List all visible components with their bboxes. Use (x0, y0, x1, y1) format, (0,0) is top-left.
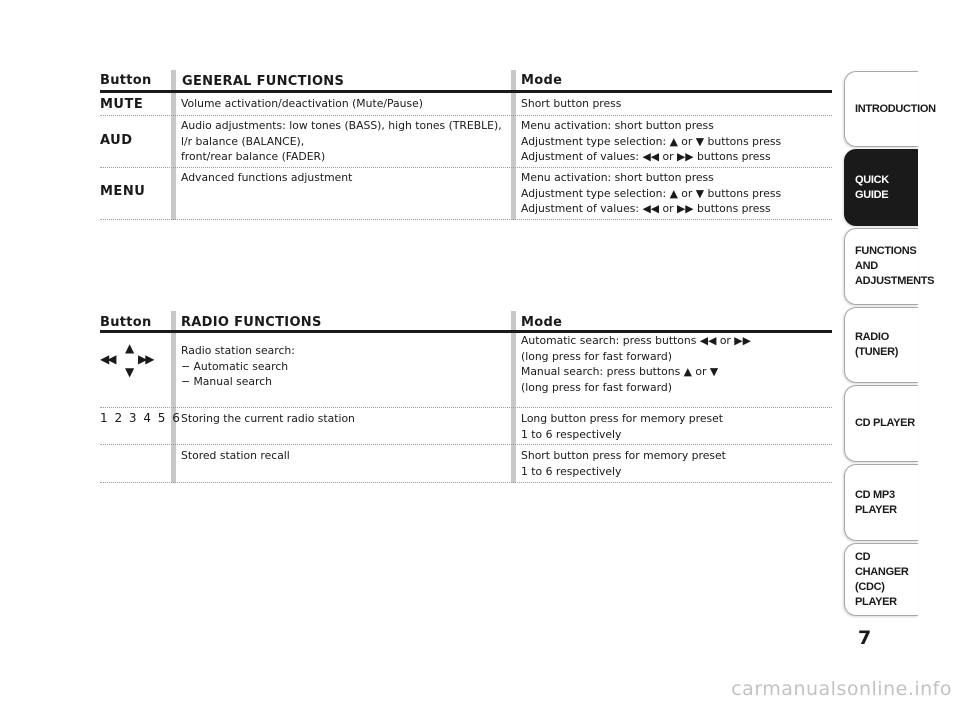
radio-functions-column-bar (171, 311, 176, 483)
row-divider (100, 219, 832, 220)
row-divider (100, 482, 832, 483)
menu-function-text: Advanced functions adjustment (181, 171, 353, 184)
tab-functions-and-adjustments[interactable]: FUNCTIONS AND ADJUSTMENTS (844, 228, 918, 305)
recall-mode-text: Short button press for memory preset 1 to 6 respectively (521, 449, 726, 478)
recall-function-text: Stored station recall (181, 449, 290, 462)
radio-col-button-header: Button (100, 315, 152, 330)
storing-function-text: Storing the current radio station (181, 412, 355, 425)
forward-arrow-icon: ▶▶ (138, 352, 153, 366)
menu-button-label: MENU (100, 184, 146, 199)
aud-button-label: AUD (100, 133, 133, 148)
down-arrow-icon: ▼ (125, 365, 135, 379)
aud-mode-text: Menu activation: short button press Adjustment type selection: ▲ or ▼ buttons press Adjustment of values: ◀◀ or ▶▶ buttons press (521, 119, 782, 163)
tab-radio-tuner[interactable]: RADIO (TUNER) (844, 307, 918, 383)
tab-cd-player[interactable]: CD PLAYER (844, 385, 918, 462)
menu-mode-text: Menu activation: short button press Adjustment type selection: ▲ or ▼ buttons press Adjustment of values: ◀◀ or ▶▶ buttons press (521, 171, 782, 215)
watermark: carmanualsonline.info (731, 678, 952, 700)
mute-function-text: Volume activation/deactivation (Mute/Pause) (181, 97, 423, 110)
row-divider (100, 407, 832, 408)
radio-search-mode-text: Automatic search: press buttons ◀◀ or ▶▶ (long press for fast forward) Manual search: press buttons ▲ or ▼ (long press for fast forward) (521, 334, 751, 394)
tab-cd-mp3-player[interactable]: CD MP3 PLAYER (844, 464, 918, 541)
row-divider (100, 115, 832, 116)
radio-mode-column-bar (511, 311, 516, 483)
row-divider (100, 444, 832, 445)
tab-quick-guide[interactable]: QUICK GUIDE (844, 149, 918, 226)
storing-mode-text: Long button press for memory preset 1 to 6 respectively (521, 412, 724, 441)
mute-mode-text: Short button press (521, 97, 622, 110)
general-col-functions-header: GENERAL FUNCTIONS (182, 74, 345, 89)
preset-buttons-label: 1 2 3 4 5 6 (100, 411, 182, 425)
tab-introduction[interactable]: INTRODUCTION (844, 71, 918, 147)
aud-function-text: Audio adjustments: low tones (BASS), high tones (TREBLE), l/r balance (BALANCE), front/rear balance (FADER) (181, 119, 502, 163)
tab-cd-changer-player[interactable]: CD CHANGER (CDC) PLAYER (844, 543, 918, 616)
up-arrow-icon: ▲ (125, 341, 135, 355)
row-divider (100, 167, 832, 168)
general-header-rule (100, 90, 832, 93)
page-number: 7 (858, 627, 872, 649)
mute-button-label: MUTE (100, 97, 144, 112)
rewind-arrow-icon: ◀◀ (100, 352, 115, 366)
radio-col-functions-header: RADIO FUNCTIONS (181, 315, 322, 330)
radio-col-mode-header: Mode (521, 315, 563, 330)
general-col-button-header: Button (100, 73, 152, 88)
radio-search-function-text: Radio station search: − Automatic search − Manual search (181, 344, 295, 388)
general-col-mode-header: Mode (521, 73, 563, 88)
